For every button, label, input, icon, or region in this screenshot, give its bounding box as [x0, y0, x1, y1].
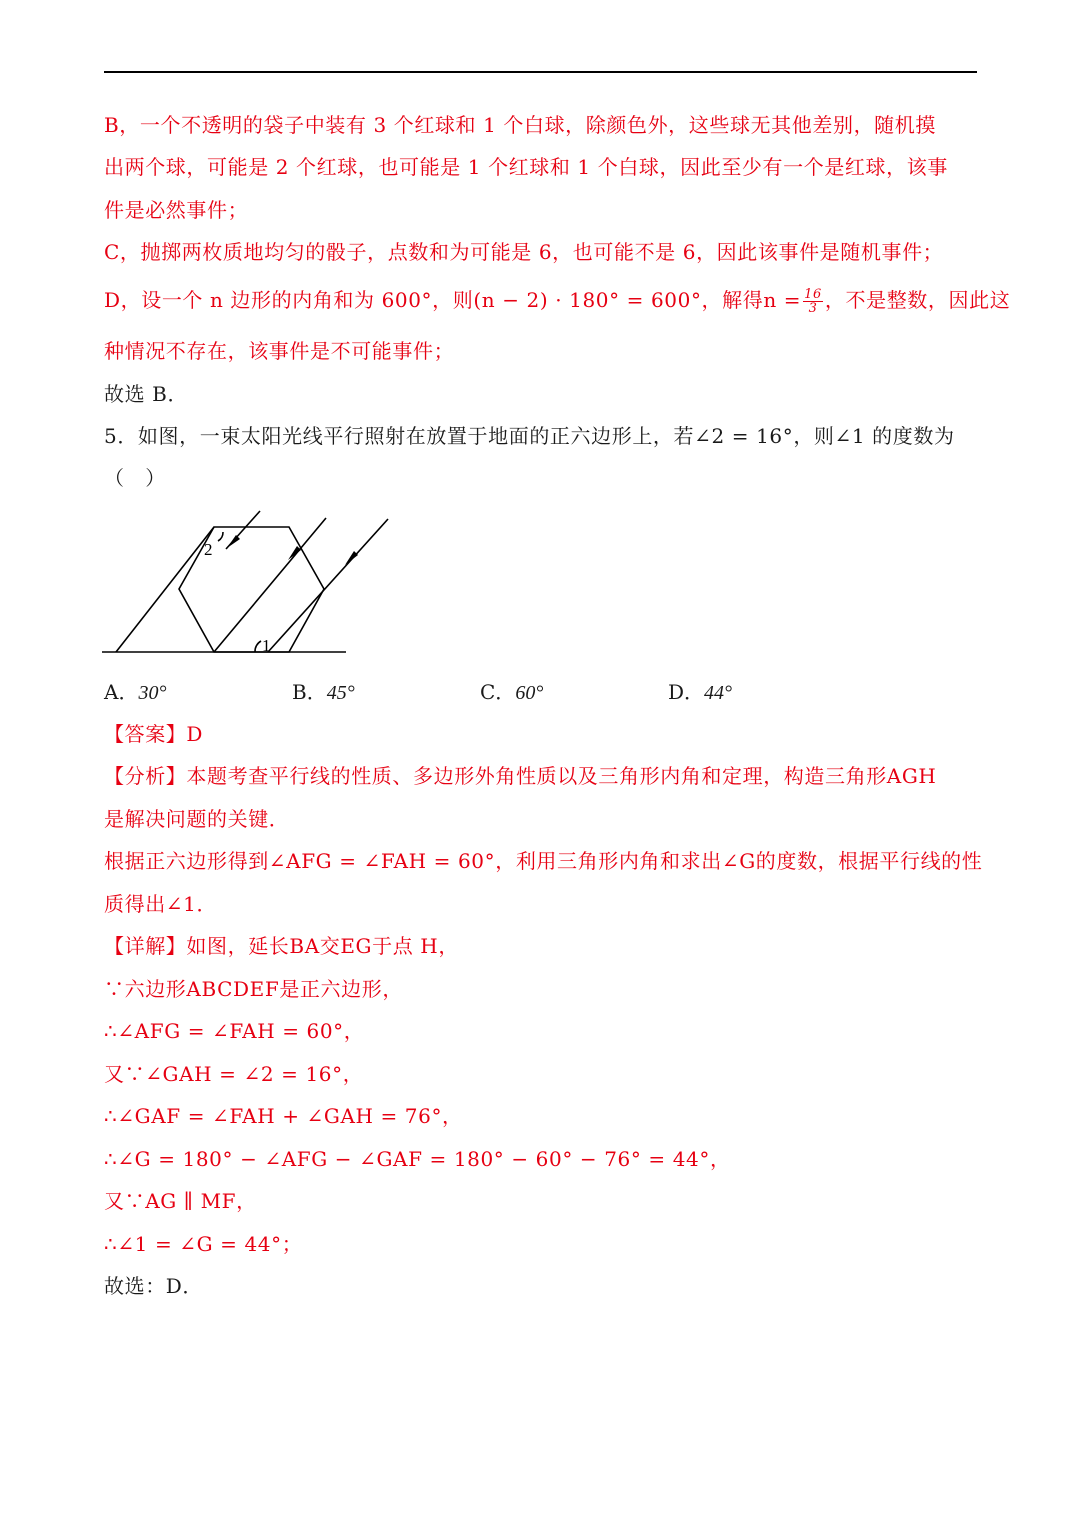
solution-b-line-2: 出两个球，可能是 2 个红球，也可能是 1 个红球和 1 个白球，因此至少有一个是红球，该事 — [104, 155, 948, 179]
analysis-line-1: 【分析】本题考查平行线的性质、多边形外角性质以及三角形内角和定理，构造三角形AGH — [104, 764, 937, 788]
question-5-line-1: 5．如图，一束太阳光线平行照射在放置于地面的正六边形上，若∠2 = 16°，则∠1 的度数为 — [104, 424, 955, 448]
angle-2-arc — [218, 532, 223, 541]
solution-b-line-3: 件是必然事件； — [104, 198, 249, 222]
fraction-numerator: 16 — [804, 287, 822, 302]
arrow-head-right — [345, 551, 358, 565]
option-a-value: 30° — [138, 682, 167, 704]
option-c[interactable] — [480, 678, 543, 707]
arrow-head-left — [227, 535, 240, 548]
analysis-line-4: 质得出∠1． — [104, 892, 218, 916]
option-b-value: 45° — [326, 682, 355, 704]
answer-line: 【答案】D — [104, 722, 204, 746]
light-ray-right — [268, 519, 388, 652]
analysis-line-2: 是解决问题的关键． — [104, 807, 290, 831]
pick-b-line: 故选 B． — [104, 382, 189, 406]
option-b[interactable] — [292, 678, 355, 707]
detail-line-7: 又∵AG ∥ MF， — [104, 1189, 257, 1213]
fraction-denominator: 3 — [808, 301, 818, 316]
detail-line-2: ∵六边形ABCDEF是正六边形， — [104, 977, 403, 1001]
option-d-value: 44° — [704, 682, 733, 704]
solution-b-line-1: B，一个不透明的袋子中装有 3 个红球和 1 个白球，除颜色外，这些球无其他差别，随机摸 — [104, 113, 936, 137]
angle-1-arc — [255, 641, 261, 652]
angle-1-label: 1 — [262, 636, 271, 655]
arrow-head-middle — [288, 546, 301, 560]
solution-d-line-1 — [104, 286, 1010, 315]
option-b-letter: B． — [292, 680, 327, 704]
extension-line — [116, 527, 214, 652]
option-c-letter: C． — [480, 680, 516, 704]
option-d-letter: D． — [668, 680, 705, 704]
solution-d-text-b: ，不是整数，因此这 — [824, 288, 1011, 312]
detail-line-4: 又∵∠GAH = ∠2 = 16°， — [104, 1062, 364, 1086]
analysis-line-3: 根据正六边形得到∠AFG = ∠FAH = 60°，利用三角形内角和求出∠G的度数，根据平行线的性 — [104, 849, 983, 873]
detail-line-3: ∴∠AFG = ∠FAH = 60°， — [104, 1019, 365, 1043]
solution-d-line-2: 种情况不存在，该事件是不可能事件； — [104, 339, 455, 363]
fraction-16-3 — [803, 288, 823, 315]
final-answer-line: 故选：D． — [104, 1274, 204, 1298]
detail-line-8: ∴∠1 = ∠G = 44°； — [104, 1232, 303, 1256]
question-5-blank: （ ） — [104, 466, 166, 490]
detail-line-5: ∴∠GAF = ∠FAH + ∠GAH = 76°， — [104, 1104, 463, 1128]
option-a[interactable] — [104, 678, 166, 707]
header-rule — [104, 71, 977, 73]
hexagon-sunlight-figure — [100, 508, 400, 660]
light-ray-middle — [214, 518, 326, 652]
solution-c-line: C，抛掷两枚质地均匀的骰子，点数和为可能是 6，也可能不是 6，因此该事件是随机事件； — [104, 240, 944, 264]
detail-line-6: ∴∠G = 180° − ∠AFG − ∠GAF = 180° − 60° − 76° = 44°， — [104, 1147, 731, 1171]
option-c-value: 60° — [515, 682, 544, 704]
option-a-letter: A． — [104, 680, 139, 704]
solution-d-text-a: D，设一个 n 边形的内角和为 600°，则(n − 2) · 180° = 600°，解得n = — [104, 288, 802, 312]
angle-2-label: 2 — [204, 540, 213, 559]
option-d[interactable] — [668, 678, 732, 707]
detail-line-1: 【详解】如图，延长BA交EG于点 H， — [104, 934, 459, 958]
